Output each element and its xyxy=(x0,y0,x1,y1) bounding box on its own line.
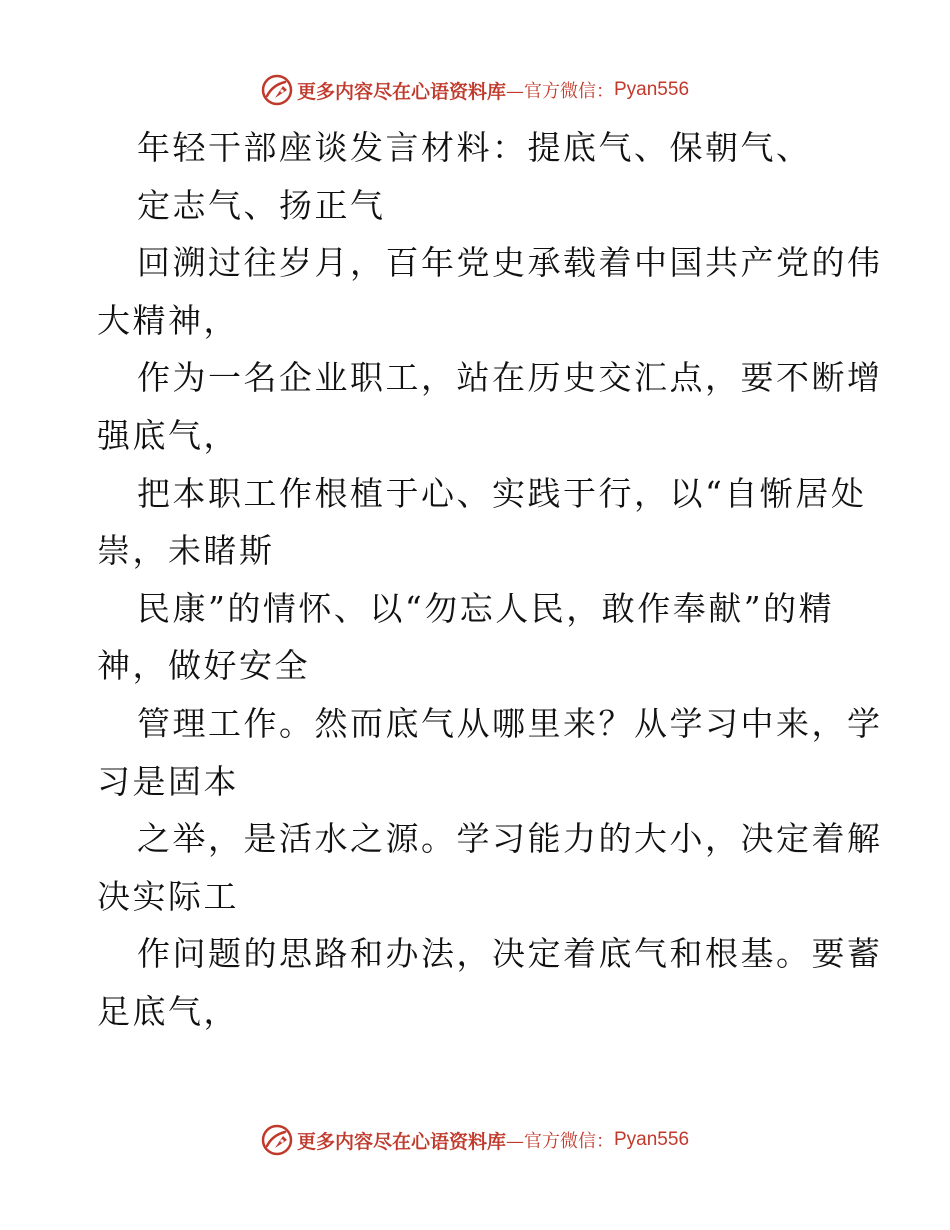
document-title-line-1: 年轻干部座谈发言材料：提底气、保朝气、 xyxy=(137,128,812,167)
paragraph-line: 回溯过往岁月，百年党史承载着中国共产党的伟 xyxy=(137,243,883,283)
site-name: 更多内容尽在心语资料库 xyxy=(296,1130,506,1153)
document-body xyxy=(97,119,883,1041)
paragraph-line: 把本职工作根植于心、实践于行，以“自惭居处 xyxy=(137,473,867,513)
footer-banner xyxy=(0,1120,950,1160)
paragraph-line: 崇，未睹斯 xyxy=(97,531,275,571)
contact-label: —官方微信： xyxy=(506,81,614,102)
header-banner xyxy=(0,70,950,110)
paragraph-line: 民康”的情怀、以“勿忘人民，敢作奉献”的精 xyxy=(137,588,835,628)
paragraph-line: 决实际工 xyxy=(97,876,239,916)
pen-nib-logo-icon xyxy=(261,74,293,106)
paragraph-line: 作为一名企业职工，站在历史交汇点，要不断增 xyxy=(137,358,883,398)
paragraph-line: 大精神， xyxy=(97,300,239,340)
paragraph-line: 强底气， xyxy=(97,415,239,455)
paragraph-line: 作问题的思路和办法，决定着底气和根基。要蓄 xyxy=(137,934,883,974)
paragraph-line: 之举，是活水之源。学习能力的大小，决定着解 xyxy=(137,819,883,859)
wechat-id: Pyan556 xyxy=(614,79,690,100)
pen-nib-logo-icon xyxy=(261,1124,293,1156)
paragraph-line: 习是固本 xyxy=(97,761,239,801)
document-title-line-2: 定志气、扬正气 xyxy=(137,185,386,225)
paragraph-line: 足底气， xyxy=(97,991,239,1031)
wechat-id: Pyan556 xyxy=(614,1129,690,1150)
contact-label: —官方微信： xyxy=(506,1131,614,1152)
paragraph-line: 神，做好安全 xyxy=(97,646,310,686)
site-name: 更多内容尽在心语资料库 xyxy=(296,80,506,103)
paragraph-line: 管理工作。然而底气从哪里来？从学习中来，学 xyxy=(137,703,883,743)
